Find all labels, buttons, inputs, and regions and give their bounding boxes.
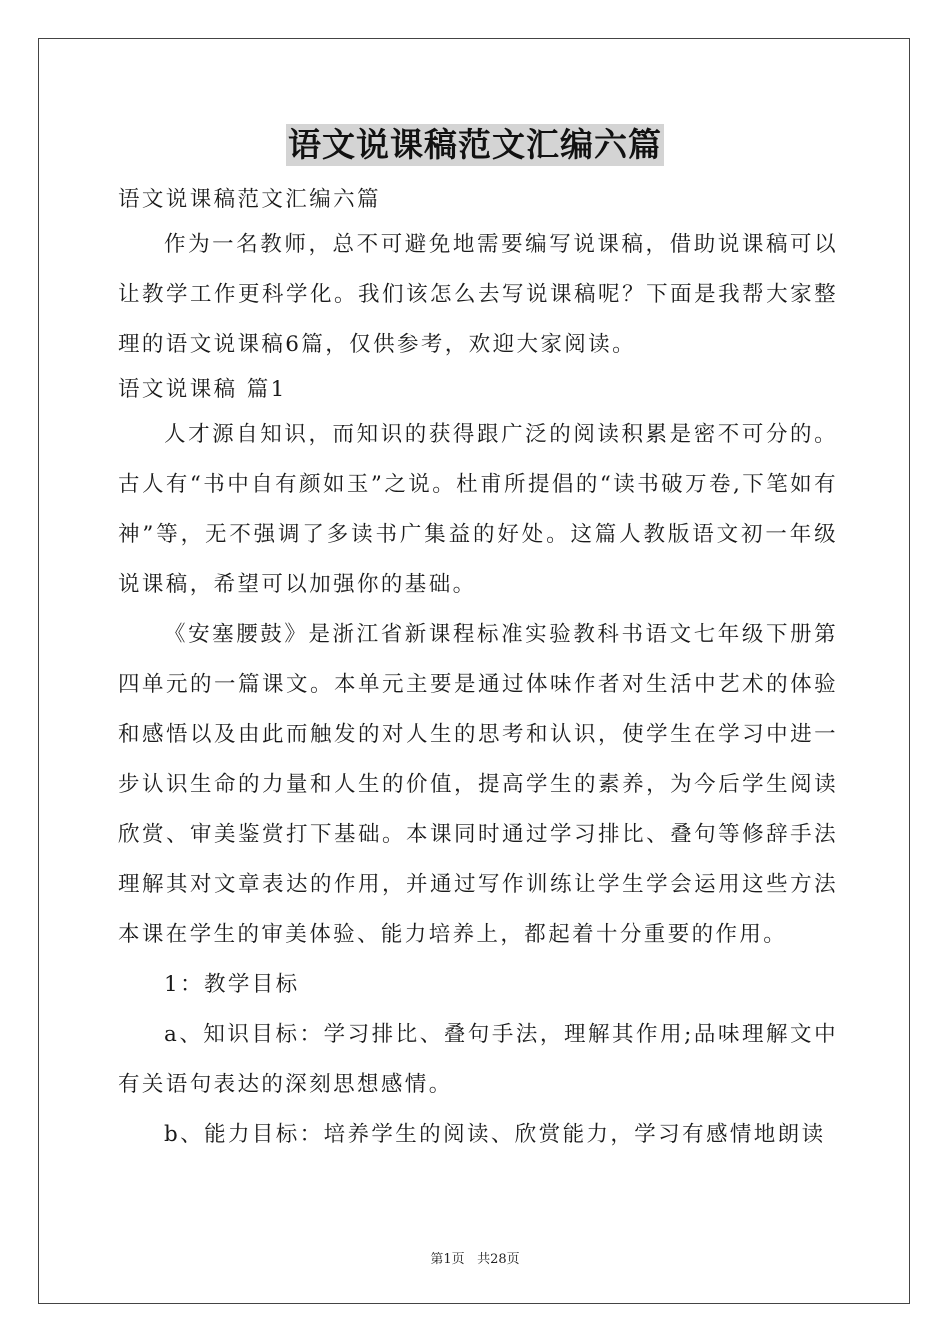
title-wrapper <box>0 124 950 166</box>
ability-goal-paragraph: b、能力目标：培养学生的阅读、欣赏能力，学习有感情地朗读 <box>164 1122 826 1147</box>
document-subtitle: 语文说课稿范文汇编六篇 <box>118 187 381 212</box>
intro-paragraph: 作为一名教师，总不可避免地需要编写说课稿，借助说课稿可以让教学工作更科学化。我们该怎么去写说课稿呢？下面是我帮大家整理的语文说课稿6篇，仅供参考，欢迎大家阅读。 <box>118 232 838 357</box>
page-footer <box>0 1248 950 1267</box>
page-total: 共28页 <box>477 1252 520 1267</box>
document-title: 语文说课稿范文汇编六篇 <box>288 125 662 164</box>
document-body <box>118 180 838 1160</box>
body-paragraph-1: 人才源自知识，而知识的获得跟广泛的阅读积累是密不可分的。古人有“书中自有颜如玉”之说。杜甫所提倡的“读书破万卷,下笔如有神”等，无不强调了多读书广集益的好处。这篇人教版语文初一年级说课稿，希望可以加强你的基础。 <box>118 422 838 597</box>
teaching-goals-heading: 1：教学目标 <box>164 972 300 997</box>
knowledge-goal-paragraph: a、知识目标：学习排比、叠句手法，理解其作用;品味理解文中有关语句表达的深刻思想感情。 <box>118 1022 838 1097</box>
section-heading: 语文说课稿 篇1 <box>118 377 287 402</box>
page-number: 第1页 <box>430 1252 465 1267</box>
body-paragraph-2: 《安塞腰鼓》是浙江省新课程标准实验教科书语文七年级下册第四单元的一篇课文。本单元主要是通过体味作者对生活中艺术的体验和感悟以及由此而触发的对人生的思考和认识，使学生在学习中进一步认识生命的力量和人生的价值，提高学生的素养，为今后学生阅读欣赏、审美鉴赏打下基础。本课同时通过学习排比、叠句等修辞手法理解其对文章表达的作用，并通过写作训练让学生学会运用这些方法本课在学生的审美体验、能力培养上，都起着十分重要的作用。 <box>118 622 838 947</box>
